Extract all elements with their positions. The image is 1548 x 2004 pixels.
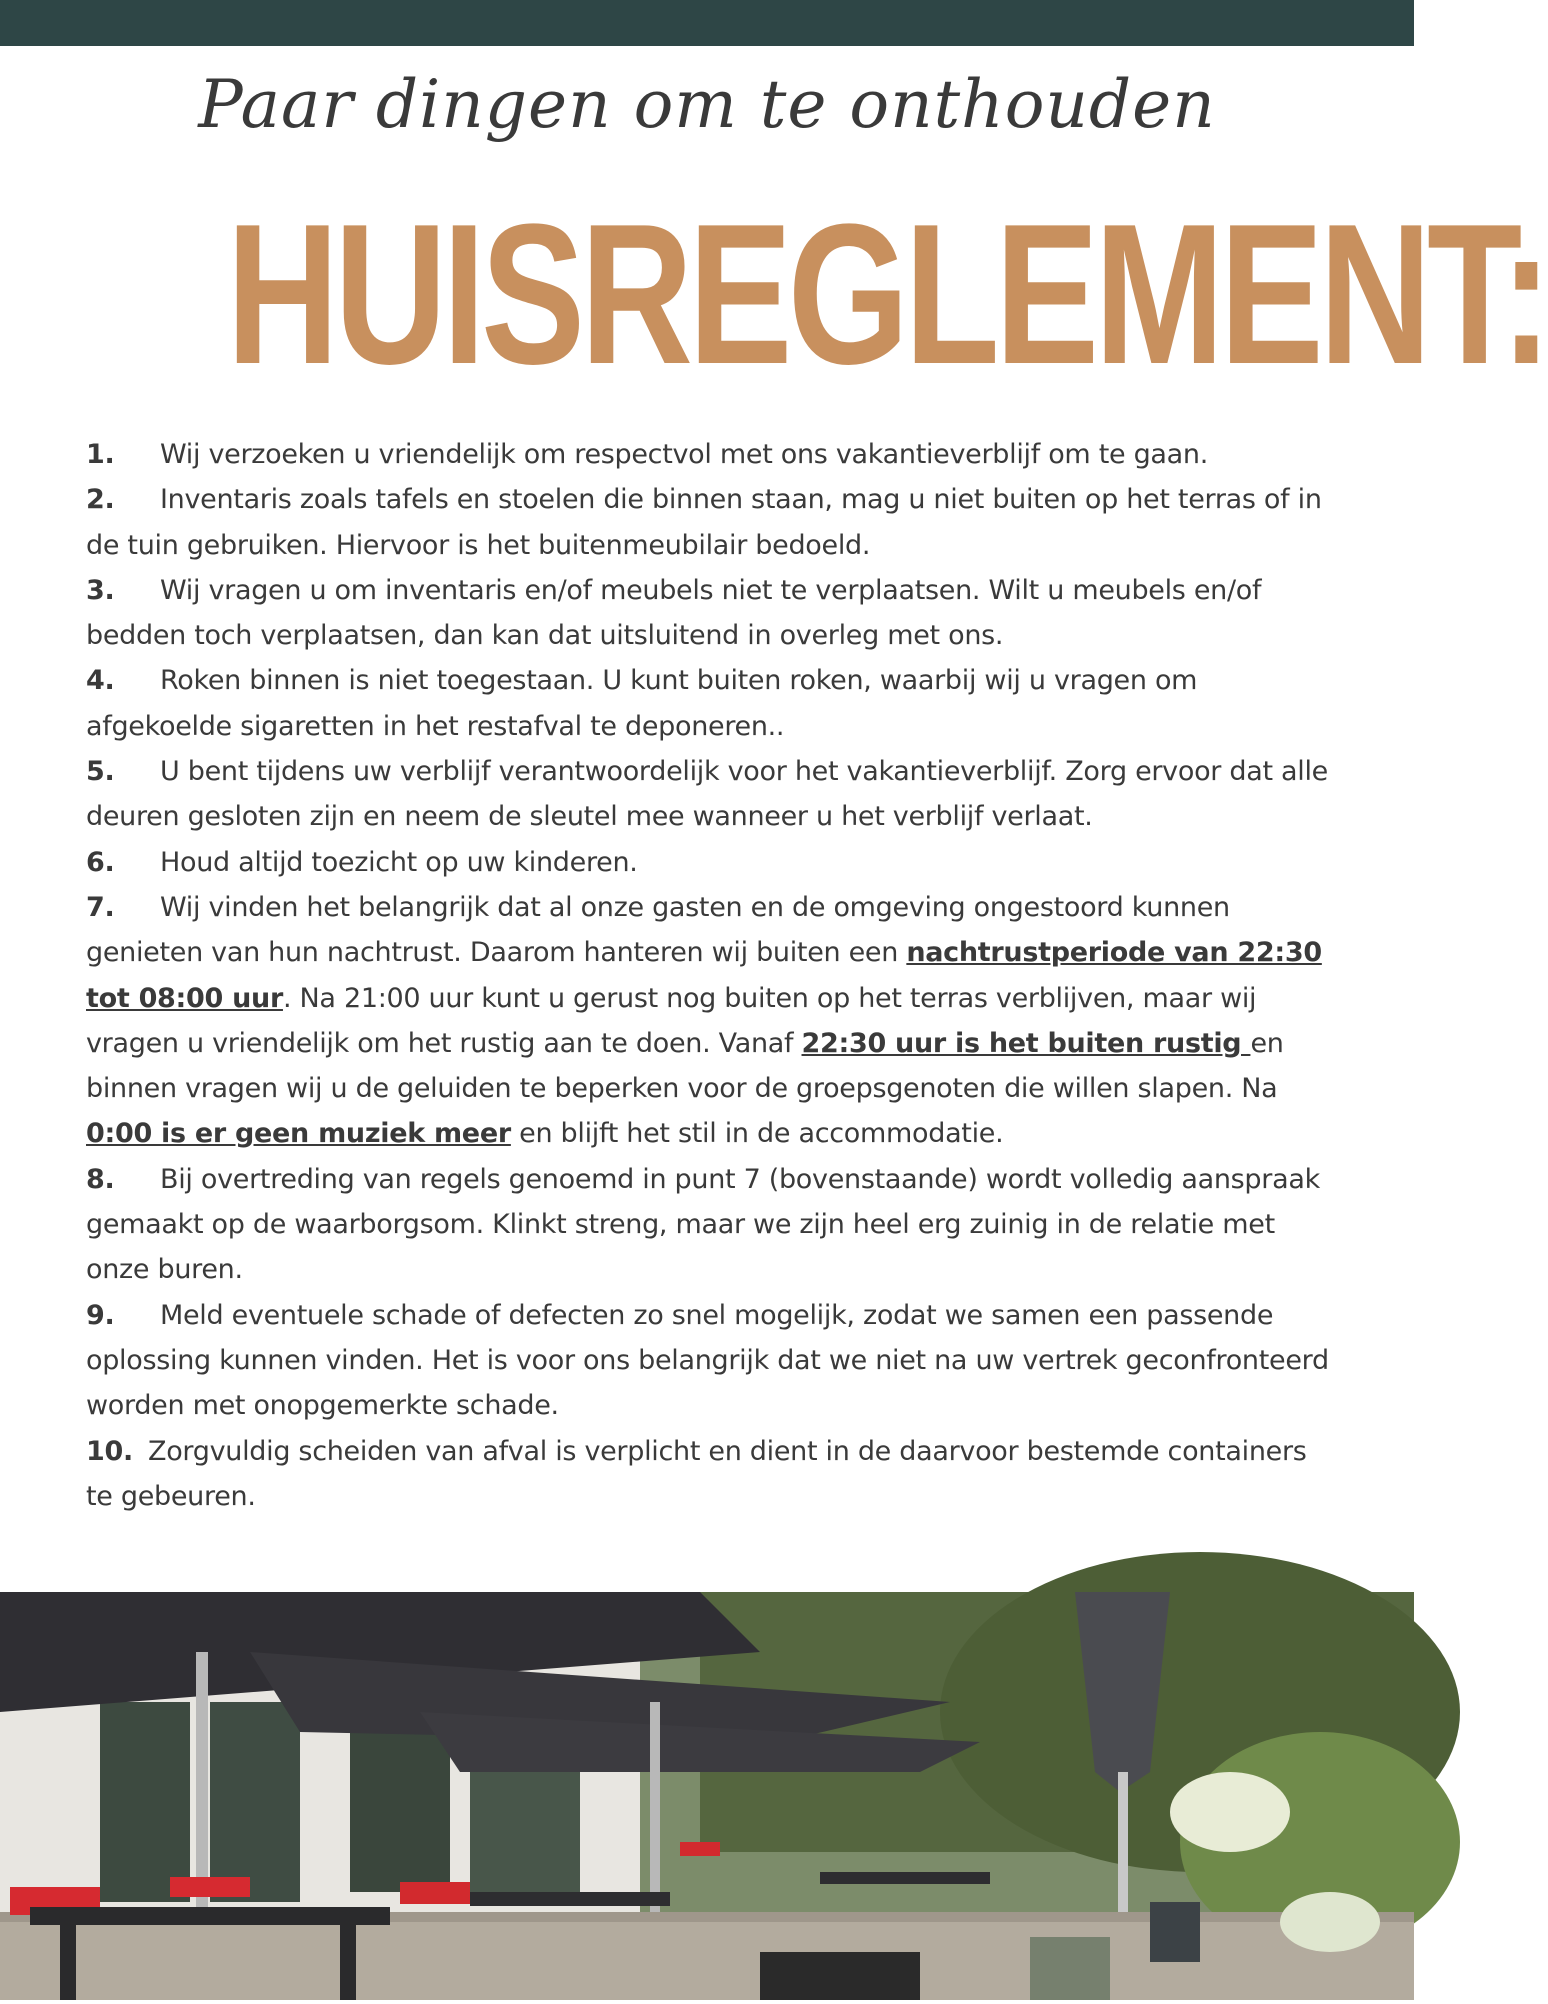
rule-item-2 — [86, 477, 1336, 568]
rule-number: 2. — [86, 484, 115, 516]
rule-text: . Na 21:00 uur kunt u gerust nog buiten op het terras verblijven, maar wij vragen u vriendelijk om het rustig aan te doen. Vanaf — [86, 982, 1257, 1059]
terrace-illustration — [0, 1592, 1414, 2000]
terrace-photo — [0, 1592, 1414, 2000]
rule-number: 6. — [86, 846, 115, 878]
rule-number: 10. — [86, 1435, 133, 1467]
rule-item-4 — [86, 658, 1336, 749]
quiet-outside-highlight: 22:30 uur is het buiten rustig — [801, 1027, 1251, 1059]
rule-number: 7. — [86, 891, 115, 923]
rule-text: U bent tijdens uw verblijf verantwoordelijk voor het vakantieverblijf. Zorg ervoor dat alle deuren gesloten zijn en neem de sleutel mee wanneer u het verblijf verlaat. — [86, 756, 1328, 833]
rule-number: 5. — [86, 756, 115, 788]
rule-text: Meld eventuele schade of defecten zo snel mogelijk, zodat we samen een passende oplossing kunnen vinden. Het is voor ons belangrijk dat we niet na uw vertrek geconfronteerd worden met onopgemerkte schade. — [86, 1299, 1329, 1422]
rule-text: Wij verzoeken u vriendelijk om respectvol met ons vakantieverblijf om te gaan. — [160, 439, 1209, 470]
rule-number: 1. — [86, 439, 115, 470]
rule-item-3 — [86, 568, 1336, 659]
rule-text: Roken binnen is niet toegestaan. U kunt buiten roken, waarbij wij u vragen om afgekoelde sigaretten in het restafval te deponeren.. — [86, 665, 1198, 742]
rule-item-1 — [86, 432, 1336, 477]
rule-text: en binnen vragen wij u de geluiden te beperken voor de groepsgenoten die willen slapen. Na — [86, 1027, 1284, 1105]
page-title: HUISREGLEMENT: — [226, 183, 1548, 406]
rule-item-5 — [86, 749, 1336, 840]
rules-list — [86, 432, 1336, 1519]
rule-number: 9. — [86, 1299, 115, 1331]
rule-text: Zorgvuldig scheiden van afval is verplicht en dient in de daarvoor bestemde containers te gebeuren. — [86, 1435, 1307, 1512]
top-bar — [0, 0, 1414, 46]
rule-text: Bij overtreding van regels genoemd in punt 7 (bovenstaande) wordt volledig aanspraak gemaakt op de waarborgsom. Klinkt streng, maar we zijn heel erg zuinig in de relatie met onze buren. — [86, 1163, 1320, 1286]
rule-item-7 — [86, 885, 1336, 1157]
rule-text: en blijft het stil in de accommodatie. — [510, 1118, 1004, 1150]
rule-item-9 — [86, 1293, 1336, 1429]
no-music-highlight: 0:00 is er geen muziek meer — [86, 1118, 511, 1150]
rule-number: 3. — [86, 574, 115, 606]
rule-item-8 — [86, 1157, 1336, 1293]
rule-item-6 — [86, 840, 1336, 885]
quiet-hours-highlight: nachtrustperiode van 22:30 tot 08:00 uur — [86, 937, 1322, 1014]
page-subtitle: Paar dingen om te onthouden — [198, 66, 1216, 143]
rule-text: Inventaris zoals tafels en stoelen die binnen staan, mag u niet buiten op het terras of in de tuin gebruiken. Hiervoor is het buitenmeubilair bedoeld. — [86, 484, 1322, 561]
rule-item-10 — [86, 1429, 1336, 1520]
rule-text: Houd altijd toezicht op uw kinderen. — [160, 846, 638, 878]
rule-text: Wij vinden het belangrijk dat al onze gasten en de omgeving ongestoord kunnen genieten van hun nachtrust. Daarom hanteren wij buiten een — [86, 891, 1230, 969]
rule-number: 8. — [86, 1163, 115, 1195]
rule-text: Wij vragen u om inventaris en/of meubels niet te verplaatsen. Wilt u meubels en/of bedden toch verplaatsen, dan kan dat uitsluitend in overleg met ons. — [86, 574, 1262, 652]
rule-number: 4. — [86, 665, 115, 697]
